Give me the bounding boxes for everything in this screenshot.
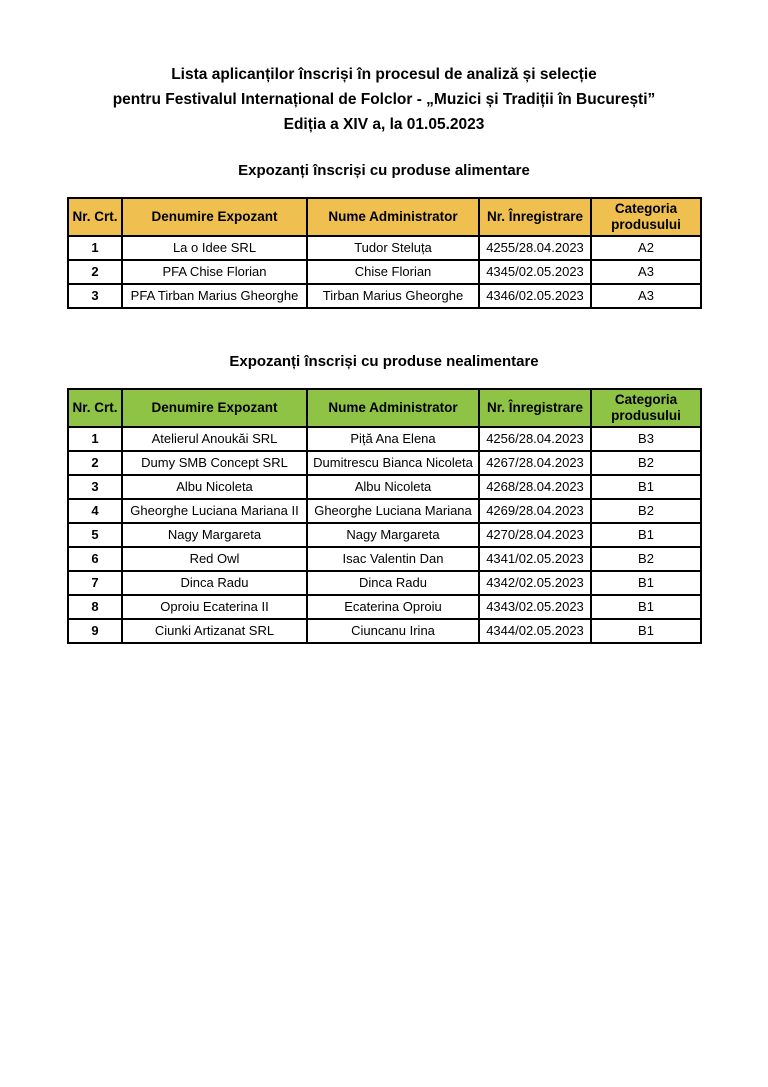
table-row	[68, 427, 701, 451]
cell-nr-inregistrare: 4267/28.04.2023	[479, 451, 591, 475]
cell-categoria-produsului: B1	[591, 475, 701, 499]
cell-categoria-produsului: B1	[591, 619, 701, 643]
cell-nume-administrator: Nagy Margareta	[307, 523, 479, 547]
food-section-heading: Expozanți înscriși cu produse alimentare	[238, 162, 530, 179]
cell-denumire-expozant: Albu Nicoleta	[122, 475, 307, 499]
table-row	[68, 547, 701, 571]
cell-categoria-produsului: B2	[591, 499, 701, 523]
cell-nr-inregistrare: 4343/02.05.2023	[479, 595, 591, 619]
cell-denumire-expozant: PFA Tirban Marius Gheorghe	[122, 284, 307, 308]
cell-categoria-produsului: B1	[591, 523, 701, 547]
cell-nr-inregistrare: 4255/28.04.2023	[479, 236, 591, 260]
cell-nr-crt: 9	[68, 619, 122, 643]
cell-categoria-produsului: B1	[591, 595, 701, 619]
cell-categoria-produsului: B2	[591, 451, 701, 475]
table-row	[68, 595, 701, 619]
cell-nume-administrator: Albu Nicoleta	[307, 475, 479, 499]
cell-denumire-expozant: Nagy Margareta	[122, 523, 307, 547]
cell-nr-inregistrare: 4269/28.04.2023	[479, 499, 591, 523]
cell-nume-administrator: Tudor Steluța	[307, 236, 479, 260]
col-header-nr-inregistrare: Nr. Înregistrare	[479, 198, 591, 236]
cell-nume-administrator: Tirban Marius Gheorghe	[307, 284, 479, 308]
table-row	[68, 260, 701, 284]
cell-denumire-expozant: PFA Chise Florian	[122, 260, 307, 284]
cell-nr-inregistrare: 4346/02.05.2023	[479, 284, 591, 308]
cell-nume-administrator: Ciuncanu Irina	[307, 619, 479, 643]
col-header-denumire-expozant: Denumire Expozant	[122, 198, 307, 236]
cell-categoria-produsului: B1	[591, 571, 701, 595]
cell-categoria-produsului: A2	[591, 236, 701, 260]
col-header-denumire-expozant: Denumire Expozant	[122, 389, 307, 427]
cell-nr-crt: 4	[68, 499, 122, 523]
cell-denumire-expozant: Oproiu Ecaterina II	[122, 595, 307, 619]
cell-denumire-expozant: La o Idee SRL	[122, 236, 307, 260]
cell-nr-crt: 3	[68, 284, 122, 308]
cell-nr-inregistrare: 4270/28.04.2023	[479, 523, 591, 547]
col-header-nume-administrator: Nume Administrator	[307, 198, 479, 236]
cell-nr-inregistrare: 4268/28.04.2023	[479, 475, 591, 499]
cell-nume-administrator: Ecaterina Oproiu	[307, 595, 479, 619]
cell-nr-crt: 8	[68, 595, 122, 619]
cell-nr-crt: 1	[68, 236, 122, 260]
table-row	[68, 236, 701, 260]
nonfood-exhibitors-table	[67, 388, 702, 644]
cell-nr-crt: 1	[68, 427, 122, 451]
cell-nr-crt: 6	[68, 547, 122, 571]
title-line-2: pentru Festivalul Internațional de Folclor - „Muzici și Tradiții în București”	[112, 91, 656, 108]
cell-nr-crt: 3	[68, 475, 122, 499]
title-line-1: Lista aplicanților înscriși în procesul de analiză și selecție	[171, 66, 597, 83]
cell-nume-administrator: Gheorghe Luciana Mariana	[307, 499, 479, 523]
col-header-nr-crt: Nr. Crt.	[68, 198, 122, 236]
table-row	[68, 284, 701, 308]
cell-denumire-expozant: Dumy SMB Concept SRL	[122, 451, 307, 475]
cell-nr-inregistrare: 4256/28.04.2023	[479, 427, 591, 451]
food-table-header-row	[68, 198, 701, 236]
cell-nr-inregistrare: 4344/02.05.2023	[479, 619, 591, 643]
table-row	[68, 523, 701, 547]
cell-denumire-expozant: Atelierul Anoukăi SRL	[122, 427, 307, 451]
cell-nume-administrator: Chise Florian	[307, 260, 479, 284]
col-header-nume-administrator: Nume Administrator	[307, 389, 479, 427]
table-row	[68, 619, 701, 643]
cell-nr-crt: 2	[68, 260, 122, 284]
table-row	[68, 451, 701, 475]
col-header-nr-crt: Nr. Crt.	[68, 389, 122, 427]
table-row	[68, 571, 701, 595]
cell-nume-administrator: Dumitrescu Bianca Nicoleta	[307, 451, 479, 475]
table-row	[68, 499, 701, 523]
cell-denumire-expozant: Red Owl	[122, 547, 307, 571]
cell-categoria-produsului: A3	[591, 260, 701, 284]
cell-denumire-expozant: Dinca Radu	[122, 571, 307, 595]
nonfood-section-heading: Expozanți înscriși cu produse nealimentare	[229, 353, 539, 370]
title-line-3: Ediția a XIV a, la 01.05.2023	[283, 116, 485, 133]
cell-nr-inregistrare: 4342/02.05.2023	[479, 571, 591, 595]
cell-categoria-produsului: A3	[591, 284, 701, 308]
nonfood-table-header-row	[68, 389, 701, 427]
cell-nume-administrator: Isac Valentin Dan	[307, 547, 479, 571]
table-row	[68, 475, 701, 499]
cell-denumire-expozant: Ciunki Artizanat SRL	[122, 619, 307, 643]
food-exhibitors-table	[67, 197, 702, 309]
cell-nume-administrator: Piță Ana Elena	[307, 427, 479, 451]
document-title	[0, 62, 768, 137]
col-header-categoria-produsului: Categoria produsului	[591, 198, 701, 236]
cell-categoria-produsului: B3	[591, 427, 701, 451]
cell-nr-inregistrare: 4345/02.05.2023	[479, 260, 591, 284]
cell-nr-crt: 7	[68, 571, 122, 595]
cell-categoria-produsului: B2	[591, 547, 701, 571]
cell-nume-administrator: Dinca Radu	[307, 571, 479, 595]
cell-nr-crt: 5	[68, 523, 122, 547]
cell-denumire-expozant: Gheorghe Luciana Mariana II	[122, 499, 307, 523]
cell-nr-inregistrare: 4341/02.05.2023	[479, 547, 591, 571]
col-header-categoria-produsului: Categoria produsului	[591, 389, 701, 427]
col-header-nr-inregistrare: Nr. Înregistrare	[479, 389, 591, 427]
cell-nr-crt: 2	[68, 451, 122, 475]
